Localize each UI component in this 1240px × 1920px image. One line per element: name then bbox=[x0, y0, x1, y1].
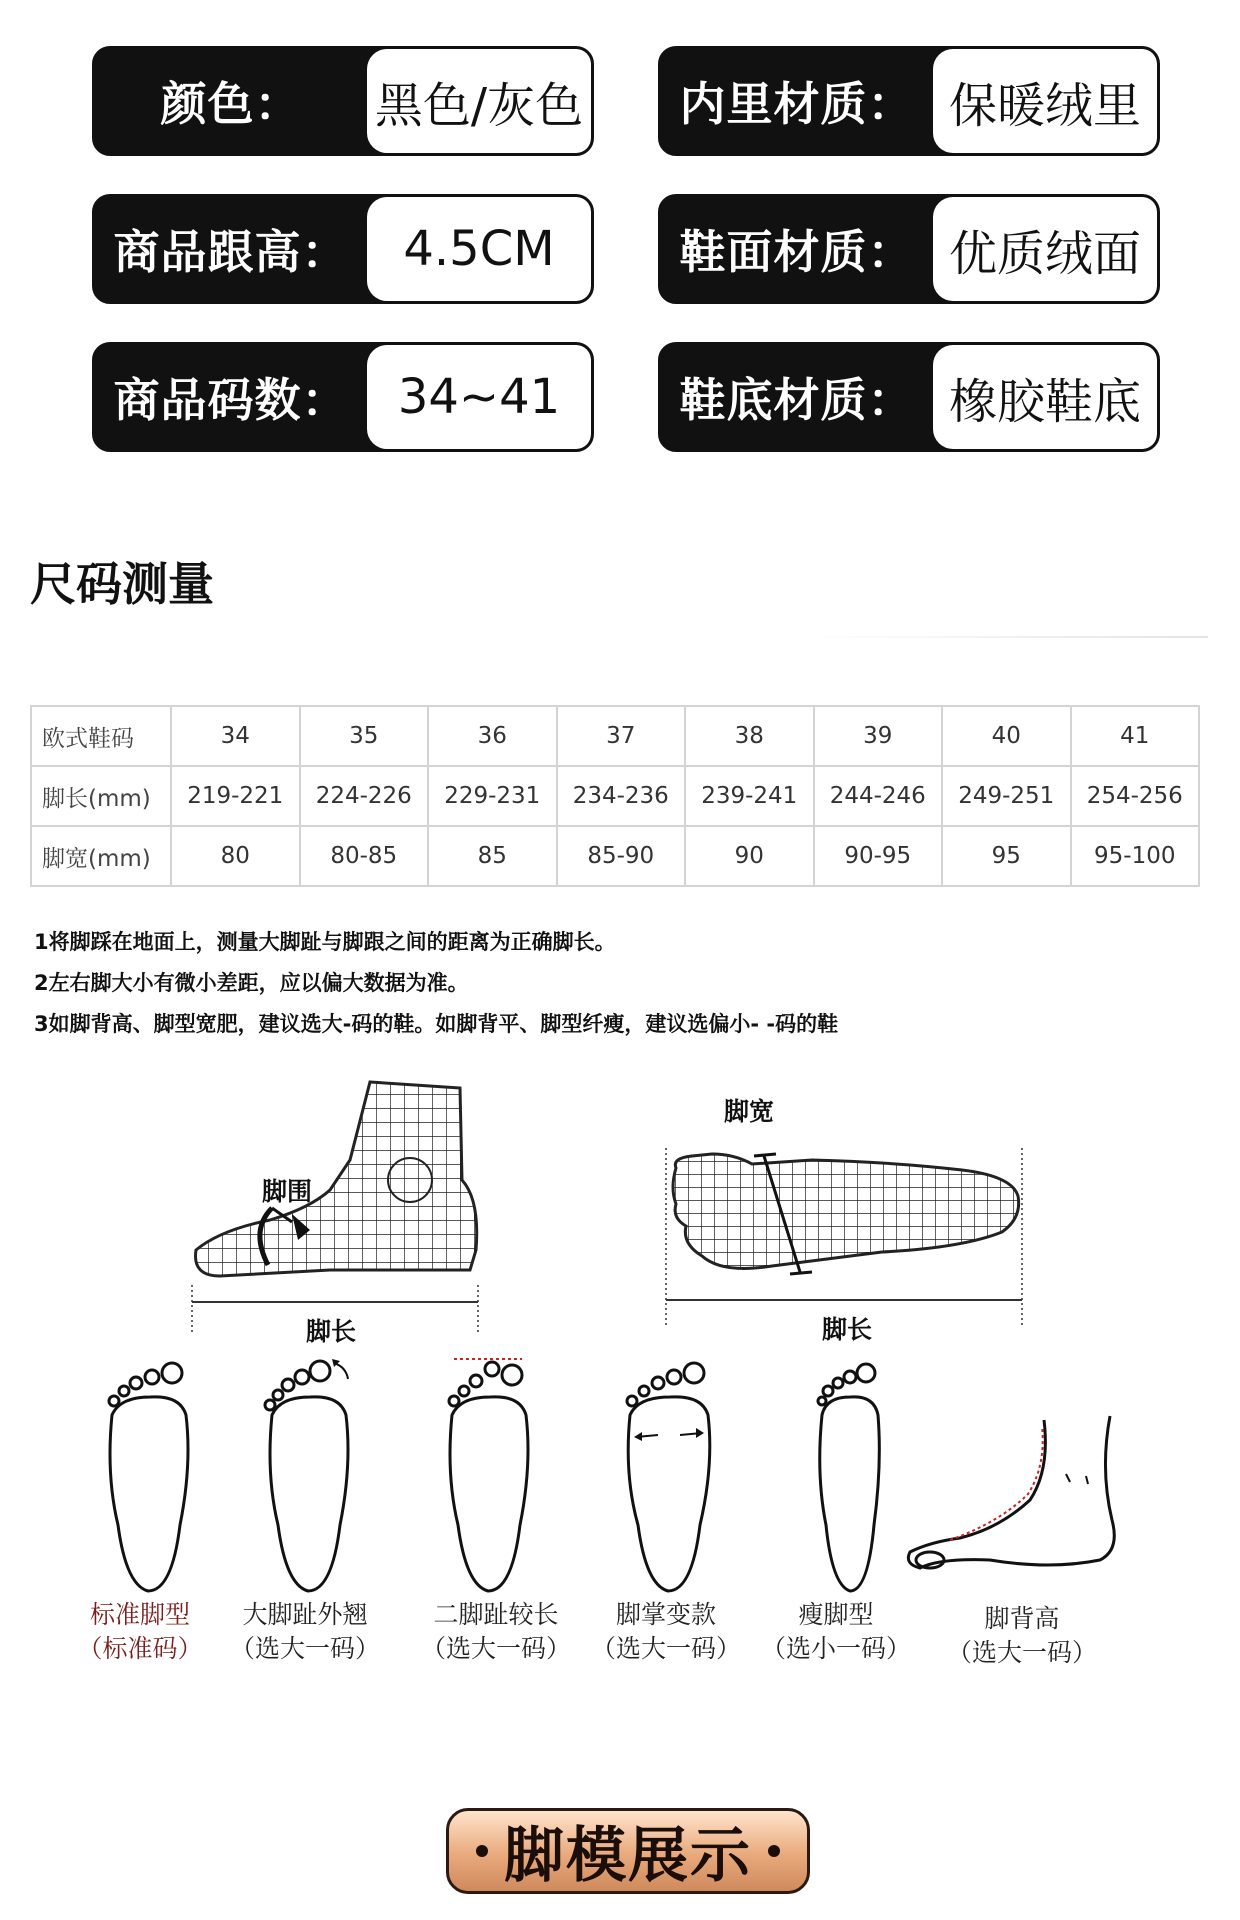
note-line: 3如脚背高、脚型宽肥，建议选大-码的鞋。如脚背平、脚型纤瘦，建议选偏小- -码的鞋 bbox=[34, 1012, 839, 1036]
foot-type-advice: （标准码） bbox=[77, 1634, 203, 1663]
foot-type-advice: （选大一码） bbox=[590, 1634, 741, 1663]
label-length: 脚长 bbox=[822, 1315, 873, 1344]
foot-model-banner bbox=[446, 1808, 810, 1894]
side-foot-diagram bbox=[180, 1080, 500, 1340]
table-cell: 41 bbox=[1071, 706, 1200, 766]
table-cell: 39 bbox=[814, 706, 943, 766]
measurement-notes bbox=[34, 922, 838, 1045]
table-cell: 85-90 bbox=[557, 826, 686, 886]
table-row bbox=[31, 706, 1199, 766]
spec-heel-height bbox=[92, 194, 594, 304]
bullet-dot-icon bbox=[768, 1845, 780, 1857]
foot-second-toe-long-icon bbox=[430, 1355, 550, 1595]
spec-label: 鞋面材质： bbox=[679, 225, 915, 279]
row-header: 脚宽(mm) bbox=[31, 826, 171, 886]
table-cell: 80 bbox=[171, 826, 300, 886]
table-cell: 34 bbox=[171, 706, 300, 766]
spec-value: 34~41 bbox=[367, 345, 591, 449]
spec-lining bbox=[658, 46, 1160, 156]
spec-label: 鞋底材质： bbox=[679, 373, 915, 427]
table-cell: 95 bbox=[942, 826, 1071, 886]
foot-type-name: 标准脚型 bbox=[89, 1600, 190, 1629]
foot-type-caption bbox=[205, 1598, 405, 1666]
foot-type-caption bbox=[736, 1598, 936, 1666]
spec-sizes bbox=[92, 342, 594, 452]
table-cell: 224-226 bbox=[300, 766, 429, 826]
table-row bbox=[31, 766, 1199, 826]
foot-type-name: 脚掌变款 bbox=[615, 1600, 716, 1629]
spec-value: 橡胶鞋底 bbox=[933, 345, 1157, 449]
foot-type-advice: （选小一码） bbox=[760, 1634, 911, 1663]
table-cell: 37 bbox=[557, 706, 686, 766]
divider bbox=[800, 636, 1208, 638]
table-cell: 219-221 bbox=[171, 766, 300, 826]
bullet-dot-icon bbox=[476, 1845, 488, 1857]
spec-label: 内里材质： bbox=[679, 77, 915, 131]
table-cell: 244-246 bbox=[814, 766, 943, 826]
banner-text: 脚模展示 bbox=[504, 1821, 752, 1891]
size-table bbox=[30, 705, 1200, 887]
table-cell: 229-231 bbox=[428, 766, 557, 826]
foot-type-name: 脚背高 bbox=[984, 1604, 1060, 1633]
foot-standard-icon bbox=[90, 1355, 210, 1595]
table-cell: 249-251 bbox=[942, 766, 1071, 826]
spec-value: 黑色/灰色 bbox=[367, 49, 591, 153]
label-length: 脚长 bbox=[306, 1317, 357, 1346]
note-line: 2左右脚大小有微小差距，应以偏大数据为准。 bbox=[34, 971, 469, 995]
spec-upper bbox=[658, 194, 1160, 304]
label-width: 脚宽 bbox=[724, 1097, 775, 1126]
spec-value: 保暖绒里 bbox=[933, 49, 1157, 153]
spec-color bbox=[92, 46, 594, 156]
table-cell: 40 bbox=[942, 706, 1071, 766]
foot-high-instep-icon bbox=[900, 1410, 1140, 1590]
foot-wide-forefoot-icon bbox=[610, 1355, 730, 1595]
row-header: 脚长(mm) bbox=[31, 766, 171, 826]
table-cell: 234-236 bbox=[557, 766, 686, 826]
row-header: 欧式鞋码 bbox=[31, 706, 171, 766]
table-cell: 35 bbox=[300, 706, 429, 766]
spec-value: 4.5CM bbox=[367, 197, 591, 301]
spec-label: 颜色： bbox=[160, 77, 302, 131]
table-row bbox=[31, 826, 1199, 886]
section-title: 尺码测量 bbox=[30, 557, 214, 611]
foot-big-toe-outward-icon bbox=[250, 1355, 370, 1595]
spec-value: 优质绒面 bbox=[933, 197, 1157, 301]
table-cell: 254-256 bbox=[1071, 766, 1200, 826]
foot-type-name: 二脚趾较长 bbox=[433, 1600, 559, 1629]
table-cell: 90-95 bbox=[814, 826, 943, 886]
table-cell: 80-85 bbox=[300, 826, 429, 886]
foot-type-advice: （选大一码） bbox=[229, 1634, 380, 1663]
spec-label: 商品码数： bbox=[113, 373, 349, 427]
table-cell: 85 bbox=[428, 826, 557, 886]
foot-slim-icon bbox=[790, 1355, 910, 1595]
table-cell: 239-241 bbox=[685, 766, 814, 826]
foot-type-name: 大脚趾外翘 bbox=[242, 1600, 368, 1629]
foot-type-advice: （选大一码） bbox=[946, 1638, 1097, 1667]
table-cell: 38 bbox=[685, 706, 814, 766]
foot-type-caption bbox=[922, 1602, 1122, 1670]
spec-sole bbox=[658, 342, 1160, 452]
table-cell: 36 bbox=[428, 706, 557, 766]
note-line: 1将脚踩在地面上，测量大脚趾与脚跟之间的距离为正确脚长。 bbox=[34, 930, 616, 954]
table-cell: 90 bbox=[685, 826, 814, 886]
table-cell: 95-100 bbox=[1071, 826, 1200, 886]
foot-type-name: 瘦脚型 bbox=[798, 1600, 874, 1629]
foot-type-advice: （选大一码） bbox=[420, 1634, 571, 1663]
label-girth: 脚围 bbox=[262, 1177, 313, 1206]
spec-label: 商品跟高： bbox=[113, 225, 349, 279]
